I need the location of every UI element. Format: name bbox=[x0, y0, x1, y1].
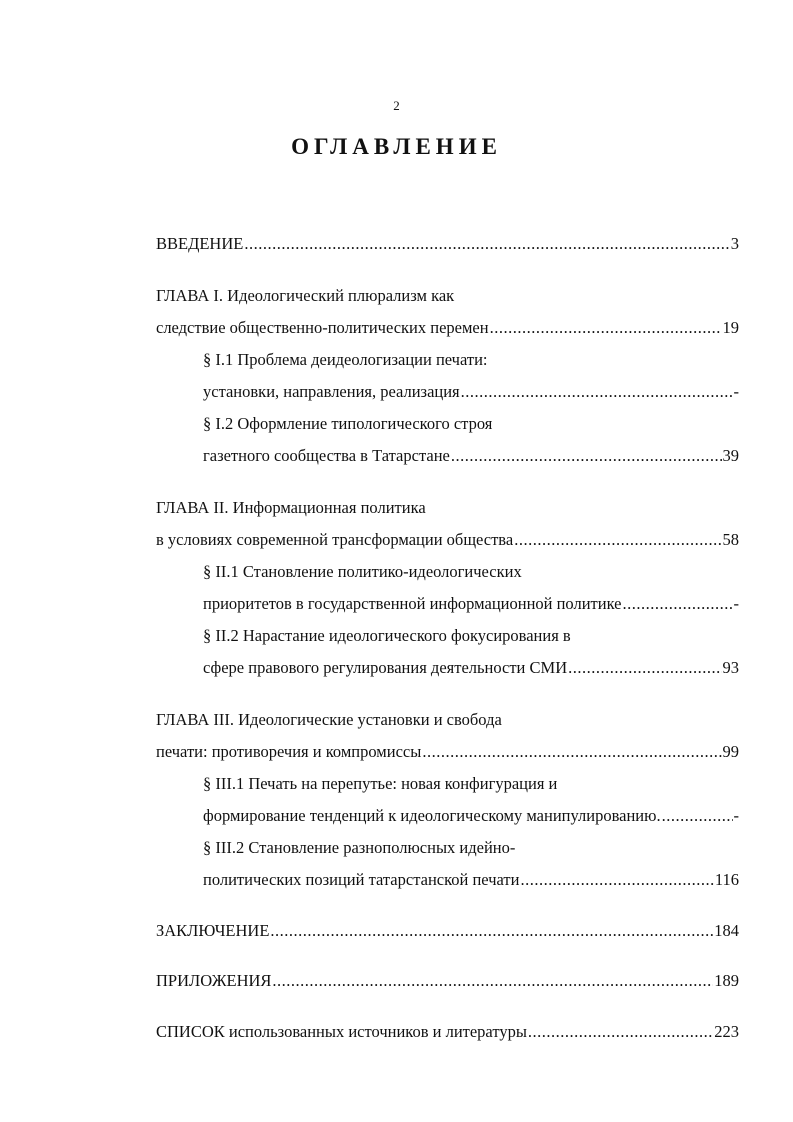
toc-entry-conclusion bbox=[156, 918, 739, 944]
toc-entry-page: 93 bbox=[722, 658, 739, 677]
toc-entry-label: сфере правового регулирования деятельности СМИ bbox=[203, 658, 568, 677]
toc-entry-label: ЗАКЛЮЧЕНИЕ bbox=[156, 921, 270, 940]
page-title: ОГЛАВЛЕНИЕ bbox=[291, 134, 502, 159]
toc-entry-page: - bbox=[733, 806, 739, 825]
toc-entry-label: формирование тенденций к идеологическому манипулированию. bbox=[203, 806, 661, 825]
toc-entry-page: 116 bbox=[714, 870, 739, 889]
leader-dots bbox=[528, 1019, 713, 1045]
toc-entry-page: 3 bbox=[730, 234, 739, 253]
toc-entry-appendix bbox=[156, 968, 739, 994]
page-number: 2 bbox=[393, 98, 400, 113]
leader-dots bbox=[623, 591, 733, 617]
toc-entry-section-2-2 bbox=[203, 655, 739, 681]
toc-entry-label: в условиях современной трансформации общества bbox=[156, 530, 514, 549]
toc-entry-page: - bbox=[733, 594, 739, 613]
toc-entry-section-3-1 bbox=[203, 803, 739, 829]
toc-entry-page: 189 bbox=[714, 971, 739, 990]
toc-chapter-1-heading: ГЛАВА I. Идеологический плюрализм как bbox=[156, 286, 455, 305]
leader-dots bbox=[520, 867, 713, 893]
toc-chapter-3-heading: ГЛАВА III. Идеологические установки и свобода bbox=[156, 710, 502, 729]
toc-entry-label: приоритетов в государственной информационной политике bbox=[203, 594, 622, 613]
toc-entry-chapter-3 bbox=[156, 739, 739, 765]
toc-entry-page: 184 bbox=[714, 921, 739, 940]
toc-entry-chapter-2 bbox=[156, 527, 739, 553]
toc-entry-label: ПРИЛОЖЕНИЯ bbox=[156, 971, 272, 990]
leader-dots bbox=[461, 379, 733, 405]
toc-chapter-2-heading: ГЛАВА II. Информационная политика bbox=[156, 498, 426, 517]
toc-entry-page: 223 bbox=[714, 1022, 739, 1041]
toc-entry-references bbox=[156, 1019, 739, 1045]
toc-section-1-2-heading: § I.2 Оформление типологического строя bbox=[203, 414, 493, 433]
leader-dots bbox=[490, 315, 722, 341]
toc-entry-page: 58 bbox=[722, 530, 739, 549]
toc-entry-chapter-1 bbox=[156, 315, 739, 341]
toc-entry-page: 19 bbox=[722, 318, 739, 337]
leader-dots bbox=[568, 655, 721, 681]
toc-entry-label: СПИСОК использованных источников и литературы bbox=[156, 1022, 527, 1041]
toc-section-2-2-heading: § II.2 Нарастание идеологического фокусирования в bbox=[203, 626, 571, 645]
toc-entry-label: политических позиций татарстанской печати bbox=[203, 870, 520, 889]
leader-dots bbox=[422, 739, 721, 765]
leader-dots bbox=[451, 443, 722, 469]
toc-entry-label: следствие общественно-политических перемен bbox=[156, 318, 489, 337]
toc-entry-section-1-2 bbox=[203, 443, 739, 469]
toc-section-2-1-heading: § II.1 Становление политико-идеологических bbox=[203, 562, 522, 581]
toc-entry-label: печати: противоречия и компромиссы bbox=[156, 742, 422, 761]
toc-entry-page: 39 bbox=[722, 446, 739, 465]
toc-entry-label: ВВЕДЕНИЕ bbox=[156, 234, 244, 253]
toc-entry-label: установки, направления, реализация bbox=[203, 382, 460, 401]
leader-dots bbox=[514, 527, 721, 553]
toc-entry-section-1-1 bbox=[203, 379, 739, 405]
toc-entry-page: - bbox=[733, 382, 739, 401]
toc-section-3-2-heading: § III.2 Становление разнополюсных идейно- bbox=[203, 838, 516, 857]
toc-entry-section-3-2 bbox=[203, 867, 739, 893]
toc-entry-section-2-1 bbox=[203, 591, 739, 617]
toc-entry-label: газетного сообщества в Татарстане bbox=[203, 446, 450, 465]
leader-dots bbox=[244, 231, 729, 257]
toc-section-3-1-heading: § III.1 Печать на перепутье: новая конфигурация и bbox=[203, 774, 558, 793]
leader-dots bbox=[270, 918, 713, 944]
leader-dots bbox=[272, 968, 713, 994]
toc-section-1-1-heading: § I.1 Проблема деидеологизации печати: bbox=[203, 350, 488, 369]
toc-entry-page: 99 bbox=[722, 742, 739, 761]
toc-entry-intro bbox=[156, 231, 739, 257]
leader-dots bbox=[662, 803, 733, 829]
